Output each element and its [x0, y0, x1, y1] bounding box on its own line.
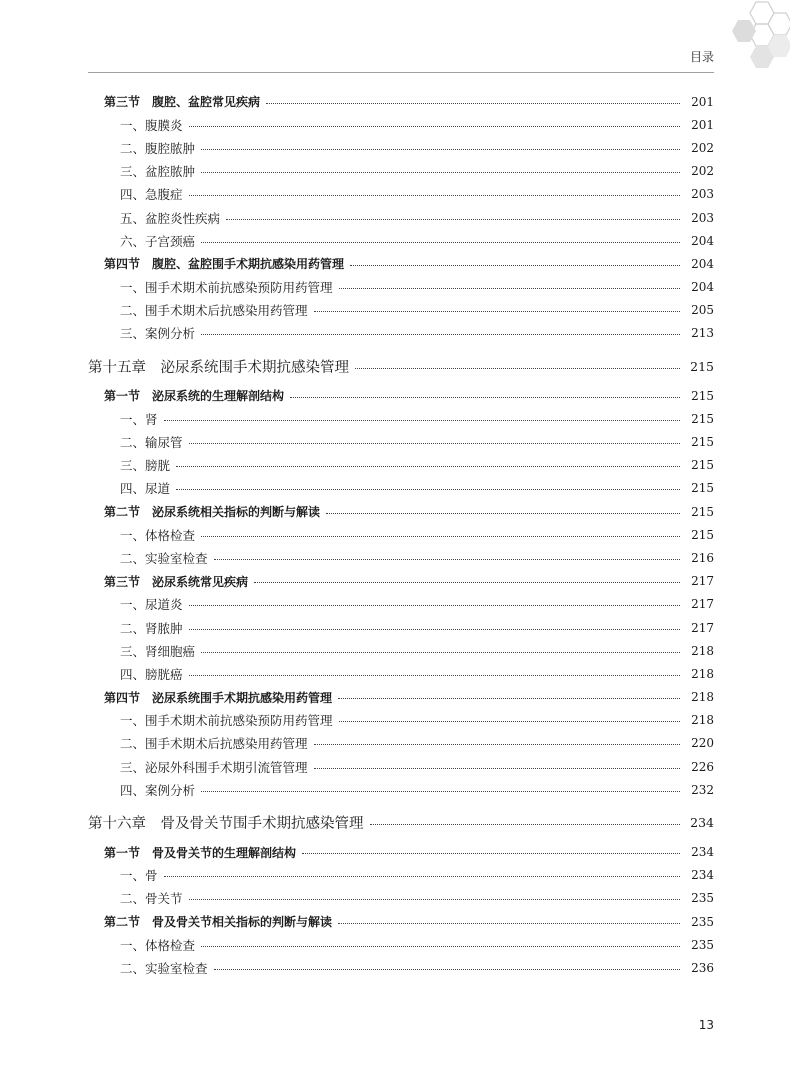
toc-entry-page: 218: [691, 643, 714, 658]
toc-item-row[interactable]: [88, 887, 714, 910]
toc-entry-page: 203: [691, 210, 714, 225]
toc-entry-label: 第三节 腹腔、盆腔常见疾病: [104, 95, 261, 110]
toc-item-row[interactable]: [88, 933, 714, 956]
toc-entry-label: 第四节 腹腔、盆腔围手术期抗感染用药管理: [104, 257, 345, 272]
toc-entry-label: 一、体格检查: [120, 937, 196, 953]
toc-entry-label: 二、输尿管: [120, 435, 183, 451]
toc-entry-label: 三、肾细胞癌: [120, 643, 196, 659]
toc-entry-label: 三、案例分析: [120, 326, 196, 342]
toc-entry-page: 215: [691, 481, 714, 496]
toc-entry-page: 215: [691, 527, 714, 542]
toc-section-row[interactable]: [88, 570, 714, 593]
toc-entry-page: 217: [691, 597, 714, 612]
toc-item-row[interactable]: [88, 322, 714, 345]
dot-leader: [189, 125, 680, 127]
toc-entry-label: 四、尿道: [120, 481, 171, 497]
toc-entry-page: 216: [691, 550, 714, 565]
dot-leader: [350, 264, 680, 266]
toc-entry-label: 一、肾: [120, 411, 158, 427]
toc-entry-page: 218: [691, 713, 714, 728]
table-of-contents: [88, 90, 714, 980]
toc-item-row[interactable]: [88, 229, 714, 252]
dot-leader: [201, 790, 680, 792]
toc-entry-page: 235: [691, 891, 714, 906]
toc-entry-page: 215: [691, 388, 714, 403]
toc-section-row[interactable]: [88, 252, 714, 275]
dot-leader: [201, 651, 680, 653]
toc-item-row[interactable]: [88, 136, 714, 159]
toc-entry-label: 一、体格检查: [120, 527, 196, 543]
dot-leader: [214, 968, 680, 970]
toc-entry-label: 一、腹膜炎: [120, 117, 183, 133]
toc-entry-page: 232: [691, 782, 714, 797]
dot-leader: [189, 194, 680, 196]
toc-entry-page: 235: [691, 914, 714, 929]
toc-entry-label: 二、肾脓肿: [120, 620, 183, 636]
toc-item-row[interactable]: [88, 593, 714, 616]
toc-entry-page: 235: [691, 937, 714, 952]
toc-entry-page: 202: [691, 140, 714, 155]
toc-item-row[interactable]: [88, 206, 714, 229]
toc-entry-label: 五、盆腔炎性疾病: [120, 210, 221, 226]
toc-item-row[interactable]: [88, 523, 714, 546]
dot-leader: [201, 241, 680, 243]
toc-entry-page: 201: [691, 117, 714, 132]
toc-entry-page: 213: [691, 326, 714, 341]
toc-entry-label: 四、急腹症: [120, 187, 183, 203]
toc-entry-page: 204: [691, 256, 714, 271]
toc-section-row[interactable]: [88, 910, 714, 933]
dot-leader: [164, 875, 680, 877]
toc-entry-label: 第二节 骨及骨关节相关指标的判断与解读: [104, 915, 333, 930]
toc-entry-label: 第三节 泌尿系统常见疾病: [104, 574, 249, 589]
toc-item-row[interactable]: [88, 732, 714, 755]
dot-leader: [355, 367, 680, 369]
toc-entry-label: 六、子宫颈癌: [120, 233, 196, 249]
toc-item-row[interactable]: [88, 546, 714, 569]
toc-item-row[interactable]: [88, 454, 714, 477]
toc-entry-label: 二、骨关节: [120, 891, 183, 907]
toc-entry-label: 二、实验室检查: [120, 550, 208, 566]
dot-leader: [176, 465, 680, 467]
header-divider: [88, 72, 714, 73]
toc-item-row[interactable]: [88, 956, 714, 979]
dot-leader: [214, 558, 680, 560]
toc-entry-label: 第一节 骨及骨关节的生理解剖结构: [104, 845, 297, 860]
toc-item-row[interactable]: [88, 864, 714, 887]
toc-entry-page: 217: [691, 620, 714, 635]
toc-item-row[interactable]: [88, 276, 714, 299]
toc-entry-page: 234: [690, 815, 714, 831]
toc-entry-label: 一、围手术期术前抗感染预防用药管理: [120, 280, 333, 296]
dot-leader: [189, 674, 680, 676]
toc-item-row[interactable]: [88, 407, 714, 430]
toc-entry-page: 204: [691, 233, 714, 248]
toc-item-row[interactable]: [88, 183, 714, 206]
toc-entry-label: 一、骨: [120, 868, 158, 884]
dot-leader: [189, 604, 680, 606]
toc-entry-page: 201: [691, 94, 714, 109]
toc-entry-label: 二、腹腔脓肿: [120, 140, 196, 156]
toc-item-row[interactable]: [88, 113, 714, 136]
toc-item-row[interactable]: [88, 430, 714, 453]
toc-item-row[interactable]: [88, 616, 714, 639]
toc-entry-label: 二、实验室检查: [120, 960, 208, 976]
toc-entry-page: 204: [691, 280, 714, 295]
toc-entry-page: 203: [691, 187, 714, 202]
dot-leader: [164, 419, 680, 421]
toc-entry-page: 218: [691, 690, 714, 705]
toc-entry-page: 236: [691, 960, 714, 975]
dot-leader: [302, 852, 680, 854]
dot-leader: [314, 767, 680, 769]
toc-section-row[interactable]: [88, 384, 714, 407]
dot-leader: [189, 898, 680, 900]
toc-entry-label: 四、膀胱癌: [120, 666, 183, 682]
dot-leader: [338, 697, 680, 699]
toc-entry-page: 215: [691, 504, 714, 519]
dot-leader: [201, 333, 680, 335]
toc-entry-label: 第十五章 泌尿系统围手术期抗感染管理: [88, 360, 349, 377]
running-head-title: 目录: [689, 50, 714, 64]
dot-leader: [370, 823, 681, 825]
toc-entry-page: 215: [691, 435, 714, 450]
toc-item-row[interactable]: [88, 639, 714, 662]
toc-entry-label: 二、围手术期术后抗感染用药管理: [120, 303, 308, 319]
dot-leader: [189, 442, 680, 444]
toc-item-row[interactable]: [88, 160, 714, 183]
toc-entry-label: 一、围手术期术前抗感染预防用药管理: [120, 713, 333, 729]
toc-entry-page: 234: [691, 845, 714, 860]
toc-section-row[interactable]: [88, 686, 714, 709]
toc-entry-page: 205: [691, 303, 714, 318]
toc-entry-page: 217: [691, 574, 714, 589]
dot-leader: [189, 628, 680, 630]
toc-entry-label: 第一节 泌尿系统的生理解剖结构: [104, 389, 285, 404]
toc-entry-label: 第四节 泌尿系统围手术期抗感染用药管理: [104, 690, 333, 705]
dot-leader: [314, 310, 680, 312]
dot-leader: [326, 512, 680, 514]
toc-entry-label: 三、泌尿外科围手术期引流管管理: [120, 759, 308, 775]
toc-section-row[interactable]: [88, 500, 714, 523]
toc-entry-page: 215: [691, 411, 714, 426]
toc-item-row[interactable]: [88, 299, 714, 322]
toc-entry-label: 二、围手术期术后抗感染用药管理: [120, 736, 308, 752]
toc-entry-page: 202: [691, 164, 714, 179]
toc-entry-label: 三、膀胱: [120, 458, 171, 474]
toc-section-row[interactable]: [88, 90, 714, 113]
toc-entry-label: 第二节 泌尿系统相关指标的判断与解读: [104, 505, 321, 520]
toc-item-row[interactable]: [88, 477, 714, 500]
dot-leader: [201, 148, 680, 150]
dot-leader: [226, 218, 680, 220]
toc-entry-label: 三、盆腔脓肿: [120, 164, 196, 180]
toc-chapter-row[interactable]: [88, 809, 714, 836]
dot-leader: [290, 396, 680, 398]
toc-section-row[interactable]: [88, 840, 714, 863]
hexagon-decoration-icon: [710, 0, 790, 72]
dot-leader: [339, 287, 680, 289]
toc-entry-label: 四、案例分析: [120, 782, 196, 798]
dot-leader: [314, 743, 680, 745]
toc-entry-page: 218: [691, 666, 714, 681]
toc-item-row[interactable]: [88, 755, 714, 778]
toc-item-row[interactable]: [88, 709, 714, 732]
toc-entry-page: 220: [691, 736, 714, 751]
page-number: 13: [698, 1018, 714, 1032]
toc-entry-page: 215: [691, 458, 714, 473]
toc-chapter-row[interactable]: [88, 353, 714, 380]
dot-leader: [339, 720, 680, 722]
dot-leader: [201, 171, 680, 173]
dot-leader: [176, 488, 680, 490]
toc-entry-label: 第十六章 骨及骨关节围手术期抗感染管理: [88, 816, 364, 833]
toc-item-row[interactable]: [88, 662, 714, 685]
toc-entry-page: 215: [690, 359, 714, 375]
dot-leader: [201, 945, 680, 947]
dot-leader: [338, 922, 680, 924]
toc-entry-label: 一、尿道炎: [120, 597, 183, 613]
dot-leader: [266, 102, 680, 104]
dot-leader: [254, 581, 680, 583]
toc-item-row[interactable]: [88, 778, 714, 801]
dot-leader: [201, 535, 680, 537]
toc-entry-page: 234: [691, 868, 714, 883]
toc-entry-page: 226: [691, 759, 714, 774]
